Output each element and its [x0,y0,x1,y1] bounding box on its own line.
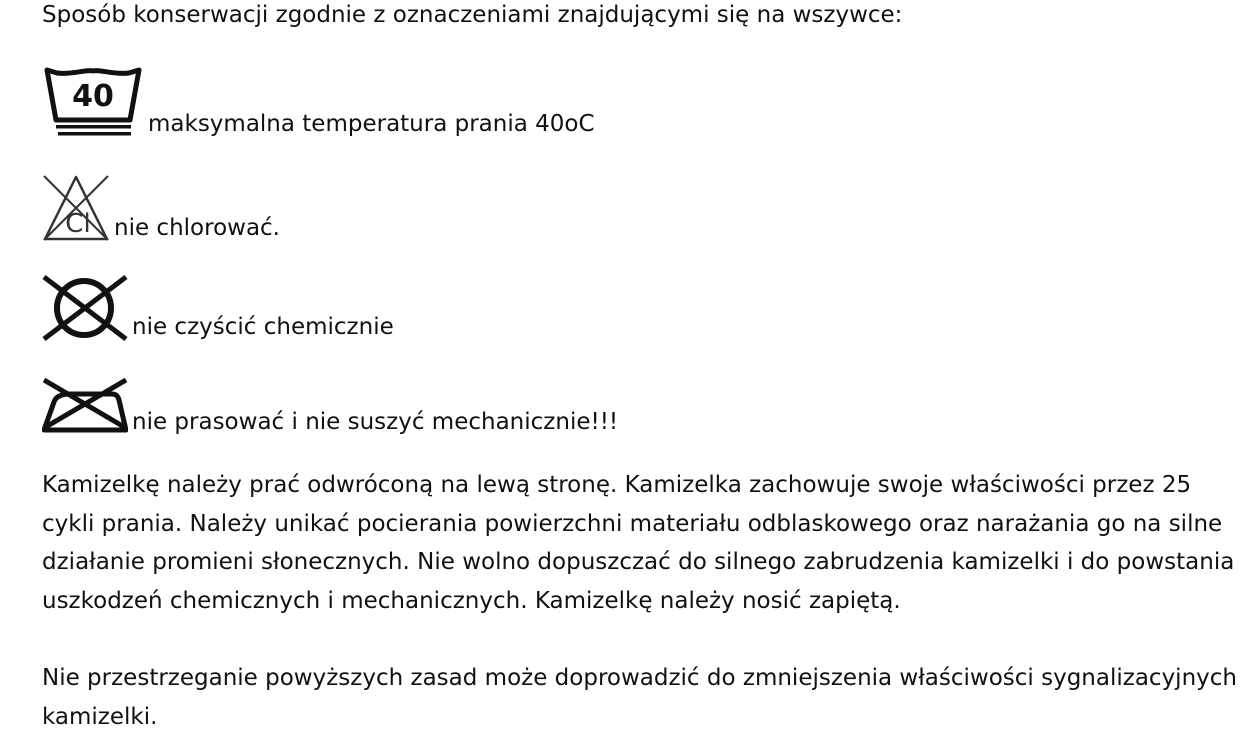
no-chlorine-bleach-icon [42,174,110,242]
care-label-iron: nie prasować i nie suszyć mechanicznie!!! [132,409,619,435]
care-row-dry-clean [42,275,394,341]
care-label-chlorine: nie chlorować. [114,215,280,241]
care-row-wash [42,66,595,138]
care-row-iron [42,378,618,436]
care-label-dry-clean: nie czyścić chemicznie [132,314,394,340]
intro-text: Sposób konserwacji zgodnie z oznaczeniami znajdującymi się na wszywce: [42,2,903,28]
wash-temp-text: 40 [72,79,114,114]
no-iron-icon [42,378,128,436]
care-row-chlorine [42,174,280,242]
wash-40-icon [42,66,144,138]
warning-paragraph: Nie przestrzeganie powyższych zasad może doprowadzić do zmniejszenia właściwości sygnalizacyjnych kamizelki. [42,665,1237,730]
care-paragraph: Kamizelkę należy prać odwróconą na lewą stronę. Kamizelka zachowuje swoje właściwości przez 25 cykli prania. Należy unikać pocierania powierzchni materiału odblaskowego oraz narażania go na silne działanie promieni słonecznych. Nie wolno dopuszczać do silnego zabrudzenia kamizelki i do powstania uszkodzeń chemicznych i mechanicznych. Kamizelkę należy nosić zapiętą. [42,472,1235,614]
chlorine-symbol-text: Cl [65,209,91,239]
no-dry-clean-icon [42,275,128,341]
care-label-wash: maksymalna temperatura prania 40oC [148,111,595,137]
